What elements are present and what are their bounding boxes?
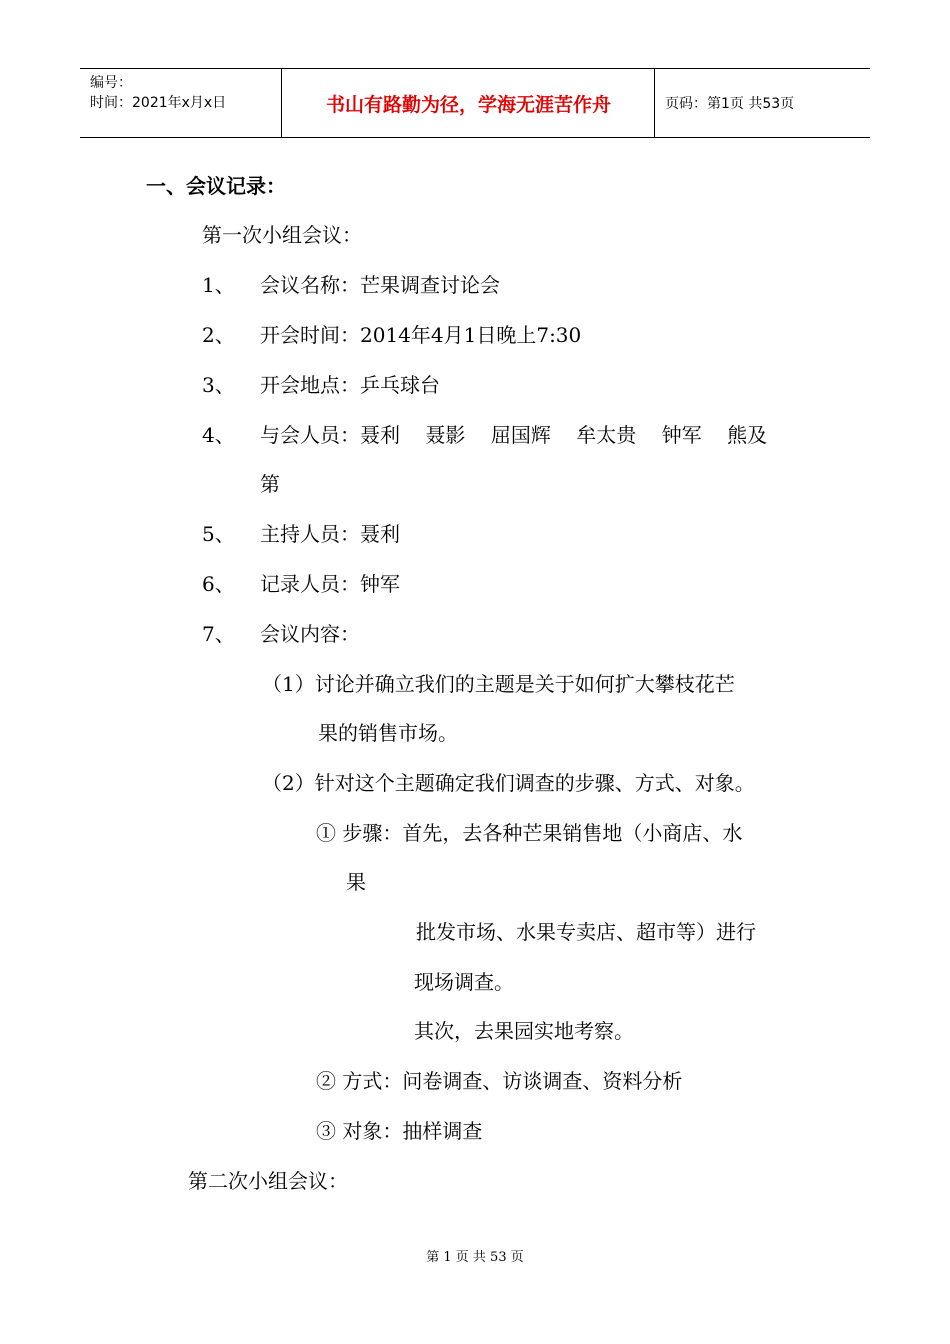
item-number: 1、 xyxy=(202,273,235,297)
number-label: 编号： xyxy=(90,75,132,91)
item-number: 3、 xyxy=(202,373,235,397)
steps-line-3: 现场调查。 xyxy=(414,970,514,994)
target-line: ③ 对象：抽样调查 xyxy=(316,1119,483,1143)
item-meeting-place: 开会地点：乒乓球台 xyxy=(260,373,440,397)
content-point-1: （1）讨论并确立我们的主题是关于如何扩大攀枝花芒 xyxy=(262,672,735,696)
page-header xyxy=(80,68,870,138)
header-motto: 书山有路勤为径，学海无涯苦作舟 xyxy=(325,93,611,116)
content-point-1-cont: 果的销售市场。 xyxy=(318,721,458,745)
section-title: 一、会议记录： xyxy=(146,174,286,198)
method-line: ② 方式：问卷调查、访谈调查、资料分析 xyxy=(316,1069,683,1093)
item-number: 5、 xyxy=(202,522,235,546)
page-footer: 第 1 页 共 53 页 xyxy=(426,1250,524,1265)
steps-line: ① 步骤：首先，去各种芒果销售地（小商店、水 xyxy=(316,821,743,845)
content-point-2: （2）针对这个主题确定我们调查的步骤、方式、对象。 xyxy=(262,771,755,795)
time-label: 时间：2021年x月x日 xyxy=(90,95,227,111)
item-attendees-cont: 第 xyxy=(260,472,280,496)
meeting2-title: 第二次小组会议： xyxy=(188,1169,348,1193)
item-attendees: 与会人员：聂利 聂影 屈国辉 牟太贵 钟军 熊及 xyxy=(260,423,768,447)
steps-line-cont: 果 xyxy=(346,870,366,894)
header-meta xyxy=(90,73,226,113)
item-meeting-time: 开会时间：2014年4月1日晚上7:30 xyxy=(260,323,582,347)
header-page-info: 页码：第1页 共53页 xyxy=(665,96,795,112)
item-number: 7、 xyxy=(202,622,235,646)
steps-line-2: 批发市场、水果专卖店、超市等）进行 xyxy=(416,920,756,944)
meeting1-title: 第一次小组会议： xyxy=(202,223,362,247)
item-number: 4、 xyxy=(202,423,235,447)
steps-line-4: 其次，去果园实地考察。 xyxy=(414,1019,634,1043)
item-host: 主持人员：聂利 xyxy=(260,522,400,546)
item-number: 2、 xyxy=(202,323,235,347)
item-content-label: 会议内容： xyxy=(260,622,360,646)
item-meeting-name: 会议名称：芒果调查讨论会 xyxy=(260,273,500,297)
item-number: 6、 xyxy=(202,572,235,596)
item-recorder: 记录人员：钟军 xyxy=(260,572,400,596)
